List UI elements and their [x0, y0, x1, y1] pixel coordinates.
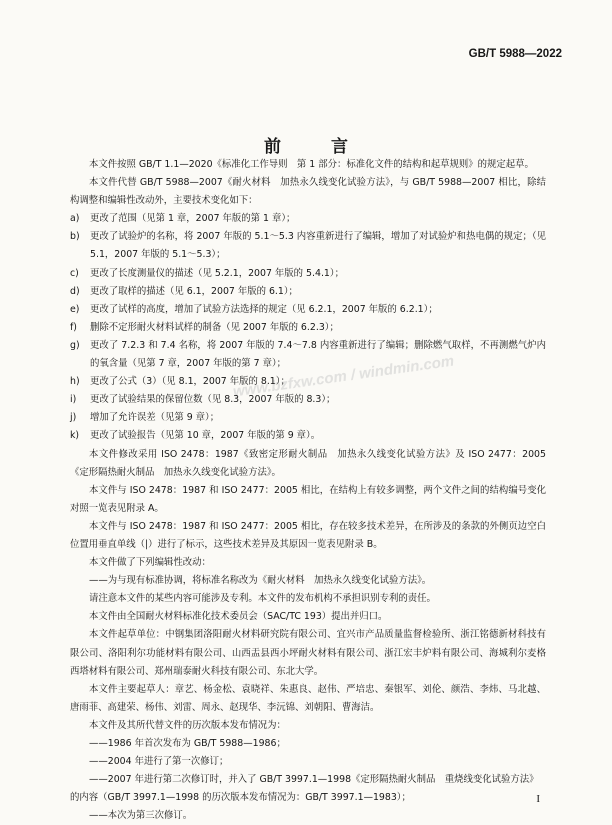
list-item: [70, 427, 546, 445]
foreword-body: [70, 156, 546, 825]
paragraph-structure-diff: 本文件与 ISO 2478：1987 和 ISO 2477：2005 相比，在结构上有较多调整，两个文件之间的结构编号变化对照一览表见附录 A。: [70, 484, 546, 514]
list-item: [70, 283, 546, 301]
list-item: [70, 301, 546, 319]
list-marker: i): [70, 394, 77, 406]
list-marker: f): [70, 321, 77, 333]
paragraph-patent-notice: 请注意本文件的某些内容可能涉及专利。本文件的发布机构不承担识别专利的责任。: [89, 593, 436, 605]
list-item-text: 更改了试验结果的保留位数（见 8.3，2007 年版的 8.3）；: [90, 394, 336, 406]
list-item: [70, 228, 546, 264]
list-item: [70, 210, 546, 228]
editorial-change-item: ——为与现有标准协调，将标准名称改为《耐火材料 加热永久线变化试验方法》。: [89, 575, 432, 587]
page-number: I: [536, 793, 540, 805]
page-title: 前 言: [264, 137, 370, 157]
list-item-text: 更改了范围（见第 1 章，2007 年版的第 1 章）；: [90, 213, 296, 225]
list-item: [70, 391, 546, 409]
list-marker: g): [70, 339, 80, 351]
paragraph-drafters: 本文件主要起草人：章艺、杨金松、袁晓祥、朱惠良、赵伟、严培忠、秦银军、刘伦、颜浩、李炜、马北越、唐雨菲、高建荣、杨伟、刘雷、周永、赵现华、李沅锦、刘朝阳、曹海洁。: [70, 683, 546, 713]
list-marker: c): [70, 267, 79, 279]
list-item-text: 更改了长度测量仪的描述（见 5.2.1，2007 年版的 5.4.1）；: [90, 267, 344, 279]
paragraph-proposer: 本文件由全国耐火材料标准化技术委员会（SAC/TC 193）提出并归口。: [89, 611, 388, 623]
paragraph-drafting-rules: 本文件按照 GB/T 1.1—2020《标准化工作导则 第 1 部分：标准化文件的结构和起草规则》的规定起草。: [89, 159, 534, 170]
list-marker: h): [70, 376, 80, 388]
list-item-text: 更改了 7.2.3 和 7.4 名称，将 2007 年版的 7.4～7.8 内容重新进行了编辑；删除燃气取样，不再测燃气炉内的氧含量（见第 7 章，2007 年版的第 7 章）；: [90, 339, 546, 370]
list-marker: d): [70, 285, 80, 297]
changes-list: [70, 210, 546, 445]
list-item-text: 更改了试验炉的名称，将 2007 年版的 5.1～5.3 内容重新进行了编辑，增加了对试验炉和热电偶的规定；（见 5.1，2007 年版的 5.1～5.3）；: [90, 231, 546, 261]
list-marker: e): [70, 303, 80, 315]
history-list: [70, 735, 546, 825]
paragraph-technical-diff: 本文件与 ISO 2478：1987 和 ISO 2477：2005 相比，存在较多技术差异，在所涉及的条款的外侧页边空白位置用垂直单线（|）进行了标示，这些技术差异及其原因一览表见附录 B。: [70, 520, 546, 550]
list-item-text: 更改了试样的高度，增加了试验方法选择的规定（见 6.2.1，2007 年版的 6.2.1）；: [90, 303, 438, 315]
list-item: [70, 409, 546, 427]
list-item: [70, 319, 546, 337]
watermark: www.bzfxw.com / windmin.com: [231, 352, 456, 401]
paragraph-history-intro: 本文件及其所代替文件的历次版本发布情况为：: [89, 719, 286, 731]
list-item-text: 删除不定形耐火材料试样的制备（见 2007 年版的 6.2.3）；: [90, 321, 339, 333]
list-marker: j): [70, 412, 77, 424]
list-item-text: 更改了公式（3）（见 8.1，2007 年版的 8.1）；: [90, 376, 290, 388]
paragraph-iso-adoption: 本文件修改采用 ISO 2478：1987《致密定形耐火制品 加热永久线变化试验方法》及 ISO 2477：2005《定形隔热耐火制品 加热永久线变化试验方法》。: [70, 448, 546, 478]
paragraph-drafting-units: 本文件起草单位：中钢集团洛阳耐火材料研究院有限公司、宜兴市产品质量监督检验所、浙江铭德新材科技有限公司、洛阳利尔功能材料有限公司、山西盂县西小坪耐火材料有限公司、浙江宏丰炉料有限公司、海城利尔麦格西塔材料有限公司、郑州瑞泰耐火科技有限公司、东北大学。: [70, 629, 546, 677]
list-marker: k): [70, 430, 80, 442]
list-item-text: 更改了取样的描述（见 6.1，2007 年版的 6.1）；: [90, 285, 298, 297]
list-item: [70, 373, 546, 391]
paragraph-replacement: 本文件代替 GB/T 5988—2007《耐火材料 加热永久线变化试验方法》，与 GB/T 5988—2007 相比，除结构调整和编辑性改动外，主要技术变化如下：: [70, 177, 546, 207]
list-item-text: 增加了允许误差（见第 9 章）；: [90, 412, 220, 424]
history-item: ——1986 年首次发布为 GB/T 5988—1986；: [89, 738, 286, 749]
list-marker: a): [70, 213, 80, 225]
list-item-text: 更改了试验报告（见第 10 章，2007 年版的第 9 章）。: [90, 430, 321, 442]
standard-number: GB/T 5988—2022: [468, 48, 562, 60]
paragraph-editorial-changes: 本文件做了下列编辑性改动：: [89, 557, 211, 569]
list-marker: b): [70, 231, 80, 243]
list-item: [70, 337, 546, 373]
list-item: [70, 265, 546, 283]
history-item: ——2007 年进行第二次修订时，并入了 GB/T 3997.1—1998《定形隔热耐火制品 重烧线变化试验方法》的内容（GB/T 3997.1—1998 的历次版本发布情况为：GB/T 3997.1—1983）；: [70, 774, 539, 804]
history-item: ——本次为第三次修订。: [89, 810, 193, 822]
history-item: ——2004 年进行了第一次修订；: [89, 756, 229, 768]
